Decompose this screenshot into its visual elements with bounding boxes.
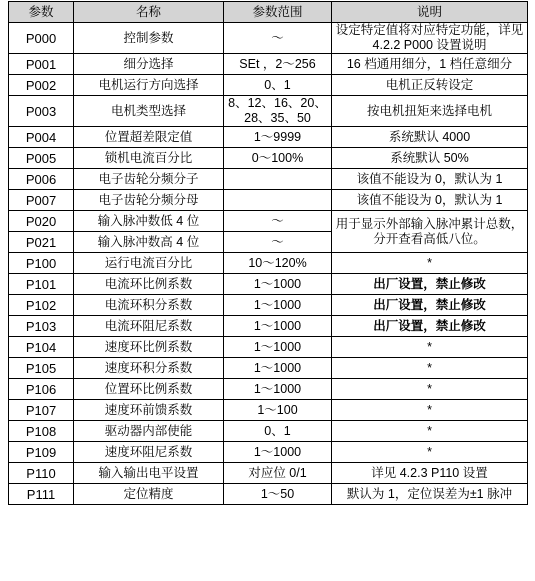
param-name: 细分选择 [74,54,224,75]
table-row [9,23,528,54]
table-row [9,190,528,211]
param-desc: * [332,337,528,358]
param-range: 10～120% [224,253,332,274]
param-name: 输入脉冲数高 4 位 [74,232,224,253]
param-code: P110 [9,463,74,484]
table-row [9,316,528,337]
param-desc: 系统默认 50% [332,148,528,169]
table-row [9,54,528,75]
param-code: P021 [9,232,74,253]
param-range [224,190,332,211]
param-code: P003 [9,96,74,127]
table-row [9,421,528,442]
param-name: 位置环比例系数 [74,379,224,400]
param-name: 定位精度 [74,484,224,505]
param-name: 输入输出电平设置 [74,463,224,484]
param-code: P106 [9,379,74,400]
param-desc: 16 档通用细分，1 档任意细分 [332,54,528,75]
param-name: 电机类型选择 [74,96,224,127]
param-range: 1～1000 [224,379,332,400]
param-code: P104 [9,337,74,358]
param-code: P007 [9,190,74,211]
table-row [9,337,528,358]
param-range: 1～100 [224,400,332,421]
table-row [9,463,528,484]
param-code: P006 [9,169,74,190]
param-name: 速度环比例系数 [74,337,224,358]
param-desc: 该值不能设为 0，默认为 1 [332,169,528,190]
param-name: 电流环阻尼系数 [74,316,224,337]
table-row [9,295,528,316]
param-desc: 详见 4.2.3 P110 设置 [332,463,528,484]
param-range: 1～1000 [224,442,332,463]
table-row [9,484,528,505]
param-desc: * [332,421,528,442]
param-range: 1～1000 [224,295,332,316]
param-range: 1～1000 [224,358,332,379]
table-row [9,358,528,379]
param-code: P005 [9,148,74,169]
param-code: P107 [9,400,74,421]
param-desc: * [332,253,528,274]
table-row [9,96,528,127]
param-desc: 按电机扭矩来选择电机 [332,96,528,127]
param-name: 速度环积分系数 [74,358,224,379]
param-desc: 该值不能设为 0，默认为 1 [332,190,528,211]
param-code: P108 [9,421,74,442]
header-name: 名称 [74,2,224,23]
table-row [9,442,528,463]
param-desc: 系统默认 4000 [332,127,528,148]
param-name: 控制参数 [74,23,224,54]
param-desc: 出厂设置，禁止修改 [332,274,528,295]
param-range: 1～1000 [224,337,332,358]
param-name: 速度环前馈系数 [74,400,224,421]
param-name: 驱动器内部使能 [74,421,224,442]
param-range: 0、1 [224,421,332,442]
header-row [9,2,528,23]
param-range: ～ [224,23,332,54]
param-range: ～ [224,211,332,232]
param-name: 电子齿轮分频分子 [74,169,224,190]
param-desc: * [332,358,528,379]
param-code: P111 [9,484,74,505]
param-name: 输入脉冲数低 4 位 [74,211,224,232]
param-desc: 电机正反转设定 [332,75,528,96]
param-range: 1～50 [224,484,332,505]
param-range: 0～100% [224,148,332,169]
table-row [9,75,528,96]
param-name: 锁机电流百分比 [74,148,224,169]
header-range: 参数范围 [224,2,332,23]
param-code: P100 [9,253,74,274]
param-code: P001 [9,54,74,75]
table-row [9,274,528,295]
table-row [9,379,528,400]
param-desc: 默认为 1，定位误差为±1 脉冲 [332,484,528,505]
param-range: SEt ，2～256 [224,54,332,75]
param-code: P105 [9,358,74,379]
param-desc-merged: 用于显示外部输入脉冲累计总数，分开查看高低八位。 [332,211,528,253]
param-code: P020 [9,211,74,232]
param-code: P004 [9,127,74,148]
param-range: 1～1000 [224,274,332,295]
param-desc: 出厂设置，禁止修改 [332,316,528,337]
param-name: 电机运行方向选择 [74,75,224,96]
param-code: P103 [9,316,74,337]
param-code: P000 [9,23,74,54]
param-name: 电流环积分系数 [74,295,224,316]
param-range: 对应位 0/1 [224,463,332,484]
header-desc: 说明 [332,2,528,23]
table-row [9,148,528,169]
param-desc: * [332,400,528,421]
param-code: P101 [9,274,74,295]
parameter-table [8,1,528,505]
table-row [9,253,528,274]
param-code: P102 [9,295,74,316]
param-name: 速度环阻尼系数 [74,442,224,463]
param-desc: 出厂设置，禁止修改 [332,295,528,316]
param-name: 运行电流百分比 [74,253,224,274]
table-row [9,211,528,232]
param-range: 8、12、16、20、28、35、50 [224,96,332,127]
table-row [9,400,528,421]
param-name: 位置超差限定值 [74,127,224,148]
param-code: P002 [9,75,74,96]
table-row [9,127,528,148]
param-code: P109 [9,442,74,463]
header-code: 参数 [9,2,74,23]
param-name: 电流环比例系数 [74,274,224,295]
param-name: 电子齿轮分频分母 [74,190,224,211]
param-range: 1～1000 [224,316,332,337]
param-range [224,169,332,190]
param-range: ～ [224,232,332,253]
param-desc: * [332,379,528,400]
table-row [9,169,528,190]
param-desc: * [332,442,528,463]
param-desc: 设定特定值将对应特定功能，详见 4.2.2 P000 设置说明 [332,23,528,54]
param-range: 1～9999 [224,127,332,148]
param-range: 0、1 [224,75,332,96]
